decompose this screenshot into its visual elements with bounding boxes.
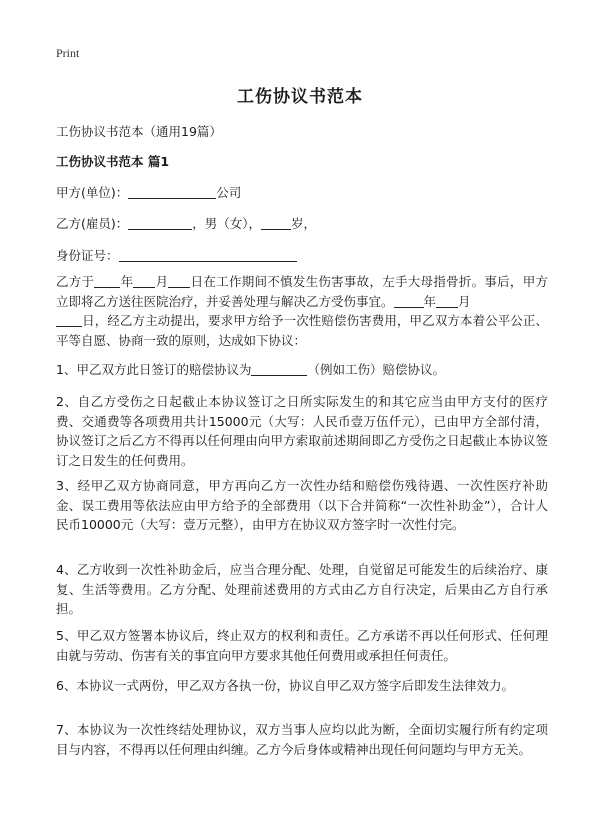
clause-6: 6、本协议一式两份，甲乙双方各执一份，协议自甲乙双方签字后即发生法律效力。 (56, 678, 514, 693)
sign-month: 月 (458, 293, 471, 309)
document-title: 工伤协议书范本 (237, 87, 363, 107)
intro-part-1: 乙方于 (56, 274, 95, 289)
party-b-gender: ，男（女）， (192, 216, 262, 231)
clause-7: 7、本协议为一次性终结处理协议，双方当事人应均以此为断，全面切实履行所有约定项目与内容，不得再以任何理由纠缠。乙方今后身体或精神出现任何问题均与甲方无关。 (56, 722, 548, 757)
clause-1-blank (251, 362, 307, 376)
intro-month: 月 (155, 274, 169, 289)
document-subtitle: 工伤协议书范本（通用19篇） (56, 124, 222, 139)
clause-1-pre: 1、甲乙双方此日签订的赔偿协议为 (56, 362, 252, 377)
intro-part-3: 日，经乙方主动提出，要求甲方给予一次性赔偿伤害费用，甲乙双方本着公平公正、平等自愿、协商一致的原则，达成如下协议： (56, 313, 548, 348)
party-b-label: 乙方(雇员)： (56, 216, 129, 231)
id-number-line (56, 246, 297, 264)
sign-year: 年 (423, 293, 437, 309)
intro-paragraph (56, 272, 548, 350)
clause-2: 2、自乙方受伤之日起截止本协议签订之日所实际发生的和其它应当由甲方支付的医疗费、交通费等各项费用共计15000元（大写：人民币壹万伍仟元），已由甲方全部付清，协议签订之后乙方不得再以任何理由向甲方索取前述期间即乙方受伤之日起截止本协议签订之日发生的任何费用。 (56, 394, 548, 468)
party-a-line (56, 183, 241, 201)
clause-1 (56, 360, 548, 380)
print-link[interactable]: Print (56, 46, 80, 60)
party-b-age-suffix: 岁， (291, 216, 317, 231)
clause-3: 3、经甲乙双方协商同意，甲方再向乙方一次性办结和赔偿伤残待遇、一次性医疗补助金、误工费用等依法应由甲方给予的全部费用（以下合并简称“一次性补助金”），合计人民币10000元（大写：壹万元整），由甲方在协议双方签字时一次性付完。 (56, 478, 548, 532)
section-heading: 工伤协议书范本 篇1 (56, 154, 170, 169)
sign-day-blank (56, 313, 82, 327)
intro-year: 年 (120, 274, 134, 289)
party-a-suffix: 公司 (216, 185, 242, 200)
party-a-label: 甲方(单位)： (56, 185, 129, 200)
sign-year-blank (394, 294, 424, 308)
party-a-company-blank (128, 185, 216, 199)
id-number-label: 身份证号： (56, 248, 119, 263)
party-b-name-blank (128, 216, 192, 230)
intro-day-blank (168, 274, 190, 288)
sign-month-blank (436, 294, 458, 308)
clause-4: 4、乙方收到一次性补助金后，应当合理分配、处理，自觉留足可能发生的后续治疗、康复、生活等费用。乙方分配、处理前述费用的方式由乙方自行决定，后果由乙方自行承担。 (56, 562, 548, 616)
intro-part-2: 日在工作期间不慎发生伤害事故，左手大母指骨折。事后，甲方立即将乙方送往医院治疗，并妥善处理与解决乙方受伤事宜。 (56, 274, 548, 309)
party-b-line (56, 214, 316, 232)
party-b-age-blank (261, 216, 291, 230)
clause-1-post: （例如工伤）赔偿协议。 (307, 362, 445, 377)
intro-year-blank (94, 274, 120, 288)
intro-month-blank (133, 274, 155, 288)
id-number-blank (119, 248, 297, 262)
clause-5: 5、甲乙双方签署本协议后，终止双方的权利和责任。乙方承诺不再以任何形式、任何理由就与劳动、伤害有关的事宜向甲方要求其他任何费用或承担任何责任。 (56, 628, 548, 663)
